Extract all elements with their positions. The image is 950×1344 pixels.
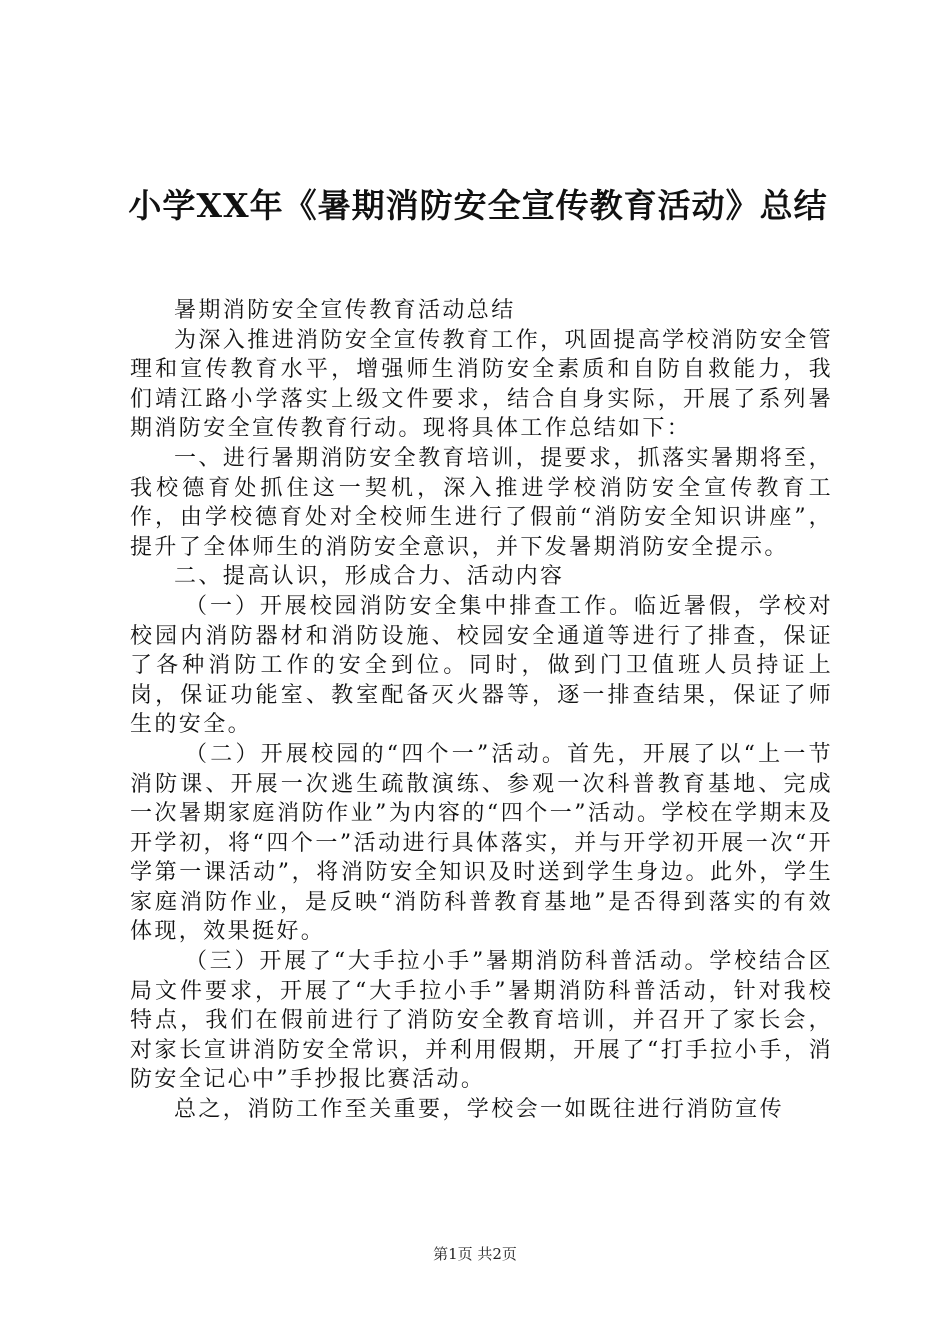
paragraph-section-2-heading: 二、提高认识，形成合力、活动内容 — [174, 564, 565, 590]
paragraph-conclusion: 总之，消防工作至关重要，学校会一如既往进行消防宣传 — [174, 1097, 785, 1123]
paragraph-item-2: （二）开展校园的“四个一”活动。首先，开展了以“上一节消防课、开展一次逃生疏散演练、参观一次科普教育基地、完成一次暑期家庭消防作业”为内容的“四个一”活动。学校在学期末及开学初，将“四个一”活动进行具体落实，并与开学初开展一次“开学第一课活动”，将消防安全知识及时送到学生身边。此外，学生家庭消防作业，是反映“消防科普教育基地”是否得到落实的有效体现，效果挺好。 — [130, 741, 833, 945]
page-number-footer: 第1页 共2页 — [433, 1245, 517, 1263]
document-title: 小学XX年《暑期消防安全宣传教育活动》总结 — [128, 186, 828, 225]
document-body — [130, 296, 833, 1125]
paragraph-item-3: （三）开展了“大手拉小手”暑期消防科普活动。学校结合区局文件要求，开展了“大手拉小手”暑期消防科普活动，针对我校特点，我们在假前进行了消防安全教育培训，并召开了家长会，对家长宣讲消防安全常识，并利用假期，开展了“打手拉小手，消防安全记心中”手抄报比赛活动。 — [130, 949, 833, 1093]
paragraph-section-1: 一、进行暑期消防安全教育培训，提要求，抓落实暑期将至，我校德育处抓住这一契机，深入推进学校消防安全宣传教育工作，由学校德育处对全校师生进行了假前“消防安全知识讲座”，提升了全体师生的消防安全意识，并下发暑期消防安全提示。 — [130, 445, 833, 560]
paragraph-item-1: （一）开展校园消防安全集中排查工作。临近暑假，学校对校园内消防器材和消防设施、校园安全通道等进行了排查，保证了各种消防工作的安全到位。同时，做到门卫值班人员持证上岗，保证功能室、教室配备灭火器等，逐一排查结果，保证了师生的安全。 — [130, 593, 833, 738]
paragraph-intro: 为深入推进消防安全宣传教育工作，巩固提高学校消防安全管理和宣传教育水平，增强师生消防安全素质和自防自救能力，我们靖江路小学落实上级文件要求，结合自身实际，开展了系列暑期消防安全宣传教育行动。现将具体工作总结如下： — [130, 327, 833, 442]
paragraph-subtitle: 暑期消防安全宣传教育活动总结 — [174, 298, 516, 323]
